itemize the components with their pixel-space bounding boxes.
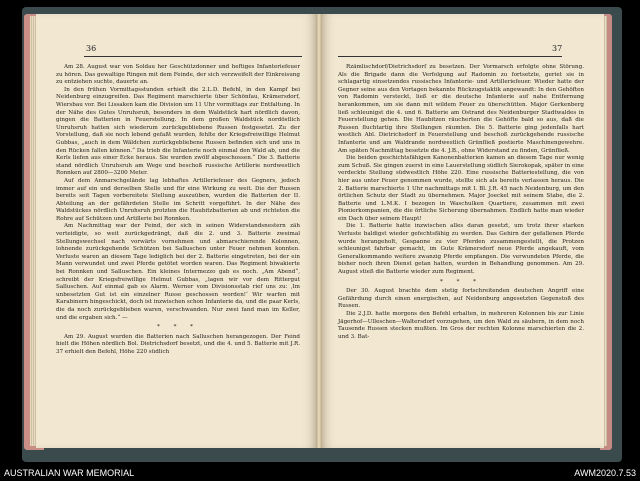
page-number: 37 (552, 44, 563, 53)
paragraph: Auf dem Anmarschgelände lag lebhaftes Artilleriefeuer des Gegners, jedoch immer auf ein und derselben Stelle und für eine Wirkung zu weit. Die der Russen bereits seit Tagen vorbereitete Stellung auszuüben, wurden die Batterien der II. Abteilung an der gefährdeten Stelle im Schritt vorgeführt. In der Nähe des Waldstückes nördlich Unruhsruh protzten die Haubitzbatterien ab und richteten die Rohre auf Schützen und Artillerie bei Ronnken. (56, 177, 300, 222)
paragraph: Rzämlischdorf/Dietrichsdorf zu besetzen. Der Vormarsch erfolgte ohne Störung. Als die Brigade dann die Verfolgung auf Radomin zu fortsetzte, geriet sie in schlagartig einsetzendes russisches Infanterie- und Artilleriefeuer. Wieder hatte der Gegner seine aus den Vortagen bekannte Rückzugstaktik angewandt: In den Gehöften von Radomin versteckt, ließ er die deutsche Infanterie auf nahe Entfernung herankommen, um sie dann mit wildem Feuer zu überschütten. Major Gerkenberg ließ schleunigst die 4. und 6. Batterie am Ostrand des Neidenburger Stadtwaldes in Feuerstellung gehen. Die Haubitzen räucherten die Gehöfte bald so aus, daß die Russen fluchtartig ihre Stellungen räumten. Die 5. Batterie ging jedenfalls hart westlich Abl. Dietrichsdorf in Feuerstellung und beschoß zurückgehende russische Infanterie und am Waldrande nordwestlich Grünfließ postierte Maschinengewehre. Am späten Nachmittag besetzte die 4. J.B., ohne Widerstand zu finden, Grünfließ. (338, 64, 584, 154)
section-divider: * * * (157, 324, 199, 331)
paragraph: Die 1. Batterie hatte inzwischen alles daran gesetzt, um trotz ihrer starken Verluste baldigst wieder gefechtsfähig zu werden. Das Gehirn der gefallenen Pferde wurde herangeholt, Gespanne zu vier Pferden zusammengestellt, die Protzen schleunigst fahrbar gemacht, im Gute Krämersdorf neue Pferde angekauft, vom Generalkommando weitere zwanzig Pferde empfangen. Die verwundeten Pferde, die bisher noch ihren Dienst getan hatten, wurden in Behandlung genommen. Am 29. August stieß die Batterie wieder zum Regiment. (338, 223, 584, 276)
paragraph: Am Nachmittag war der Feind, der sich in seinen Widerstandsnestern zäh verteidigte, so weit zurückgedrängt, daß die 2. und 3. Batterie zweimal Stellungswechsel nach vorwärts vornehmen und abmarschierende Kolonnen, lohnende zurückgehende Schützen bei Salluschen unter Feuer nehmen konnten. Verluste waren an diesem Tage lediglich bei der 2. Batterie eingetreten, bei der ein Mann verwundet und zwei Pferde getötet worden waren. Das Regiment biwakierte bei Ronnken und Salluschen. Ein kleines Intermezzo gab es noch. „Am Abend“, schreibt der Kriegsfreiwillige Helmut Gubbas, „lagen wir vor dem Rittergut Salluschen. Auf einmal gab es Alarm. Werner vom Divisionsstab rief uns zu: ‚Im unbesetzten Gut ist ein einzelner Russe geschossen worden!‘ Wir warfen mit Karabinern hingeschickt, doch ist inzwischen schon Infanterie da, und die paar Kerls, die da noch zurückgeblieben waren, verschwanden. Nur zwei fand man im Keller, und die ergaben sich.“ — (56, 223, 300, 321)
left-page (36, 14, 318, 448)
page-body (338, 64, 584, 341)
caption-accession-number: AWM2020.7.53 (574, 468, 636, 478)
paragraph: Die beiden geschichtsfähigen Kanonenbatterien kamen an diesem Tage nur wenig zum Schuß. Sie gingen zuerst in eine Lauerstellung südlich Sierokopak, später in eine verdeckte Stellung südwestlich Höhe 220. Eine russische Batteriestellung, die von hier aus unter Feuer genommen wurde, stellte sich als bereits verlassen heraus. Die 2. Batterie marschierte 1 Uhr nachmittags mit I. Bl. J.R. 45 nach Neidenburg, um den örtlichen Schutz der Stadt zu übernehmen. Major Joeckel mit seinem Stabe, die 2. Batterie und L.M.K. I bezogen in Waschulken Quartiere, zusammen mit zwei Pionierkompanien, die die örtliche Sicherung übernahmen. Endlich hatte man wieder ein Dach über seinem Haupt! (338, 155, 584, 222)
caption-institution: AUSTRALIAN WAR MEMORIAL (4, 468, 135, 478)
paragraph: Am 28. August war von Soldau her Geschützdonner und heftiges Infanteriefeuer zu hören. Das gewaltige Ringen mit dem Feinde, der sich verzweifelt der Einkreisung zu entziehen suchte, dauerte an. (56, 64, 300, 86)
section-divider: * * * (440, 278, 482, 285)
page-body (56, 64, 300, 357)
paragraph: Die 2.J.D. hatte morgens den Befehl erhalten, in mehreren Kolonnen bis zur Linie Jägerhof—Ulleschen—Waltersdorf vorzugehen, um den Wald zu säubern, in dem noch Tausende Russen stecken mußten. Im Gros der rechten Kolonne marschierten die 2. und 3. Bat- (338, 311, 584, 340)
paragraph: Der 30. August brachte dem stetig fortschreitenden deutschen Angriff eine Gefährdung durch einen energischen, auf Neidenburg angesetzten Gegenstoß des Russen. (338, 288, 584, 310)
header-rule (84, 56, 302, 57)
right-page (320, 14, 604, 448)
book-gutter (316, 14, 322, 448)
paragraph: In den frühen Vormittagsstunden erhielt die 2.L.D. Befehl, in den Kampf bei Neidenburg einzugreifen. Das Regiment marschierte über Schönfau, Krämersdorf, Wiersbau vor. Bei Lissaken kam die Division um 11 Uhr vormittags zur Entfaltung. In der Nähe des Gutes Unruhsruh, besonders in dem Waldstück hart nördlich davon, gingen die Batterien in Feuerstellung. In dem großen Waldstück nordöstlich Unruhsruh hatten sich wiederum zurückgebliebene Russen festgesetzt. Zu der Vorstellung, daß sie noch lebend gefaßt wurden, fehlte der Kriegsfreiwillige Helmut Gubbas, „auch in dem Wäldchen zurückgebliebene Russen befinden sich und uns in den Rücken fallen können.“ Da trieb die Infanterie noch einmal den Wald ab, und die Kerls liefen aus einer Ecke heraus. Sie wurden zwölf abgeschossen.“ Die 3. Batterie stand nördlich Unruhsruh am Wege und beschoß russische Artillerie nordwestlich Ronnken auf 2800—3200 Meter. (56, 86, 300, 177)
page-number: 36 (86, 44, 97, 53)
paragraph: Am 29. August wurden die Batterien nach Salluschen herangezogen. Der Feind hielt die Höhen nördlich Bol. Dietrichsdorf besetzt, und die 4. und 5. Batterie mit J.R. 37 erhielt den Befehl, Höhe 220 südlich (56, 333, 300, 355)
header-rule (338, 56, 562, 57)
